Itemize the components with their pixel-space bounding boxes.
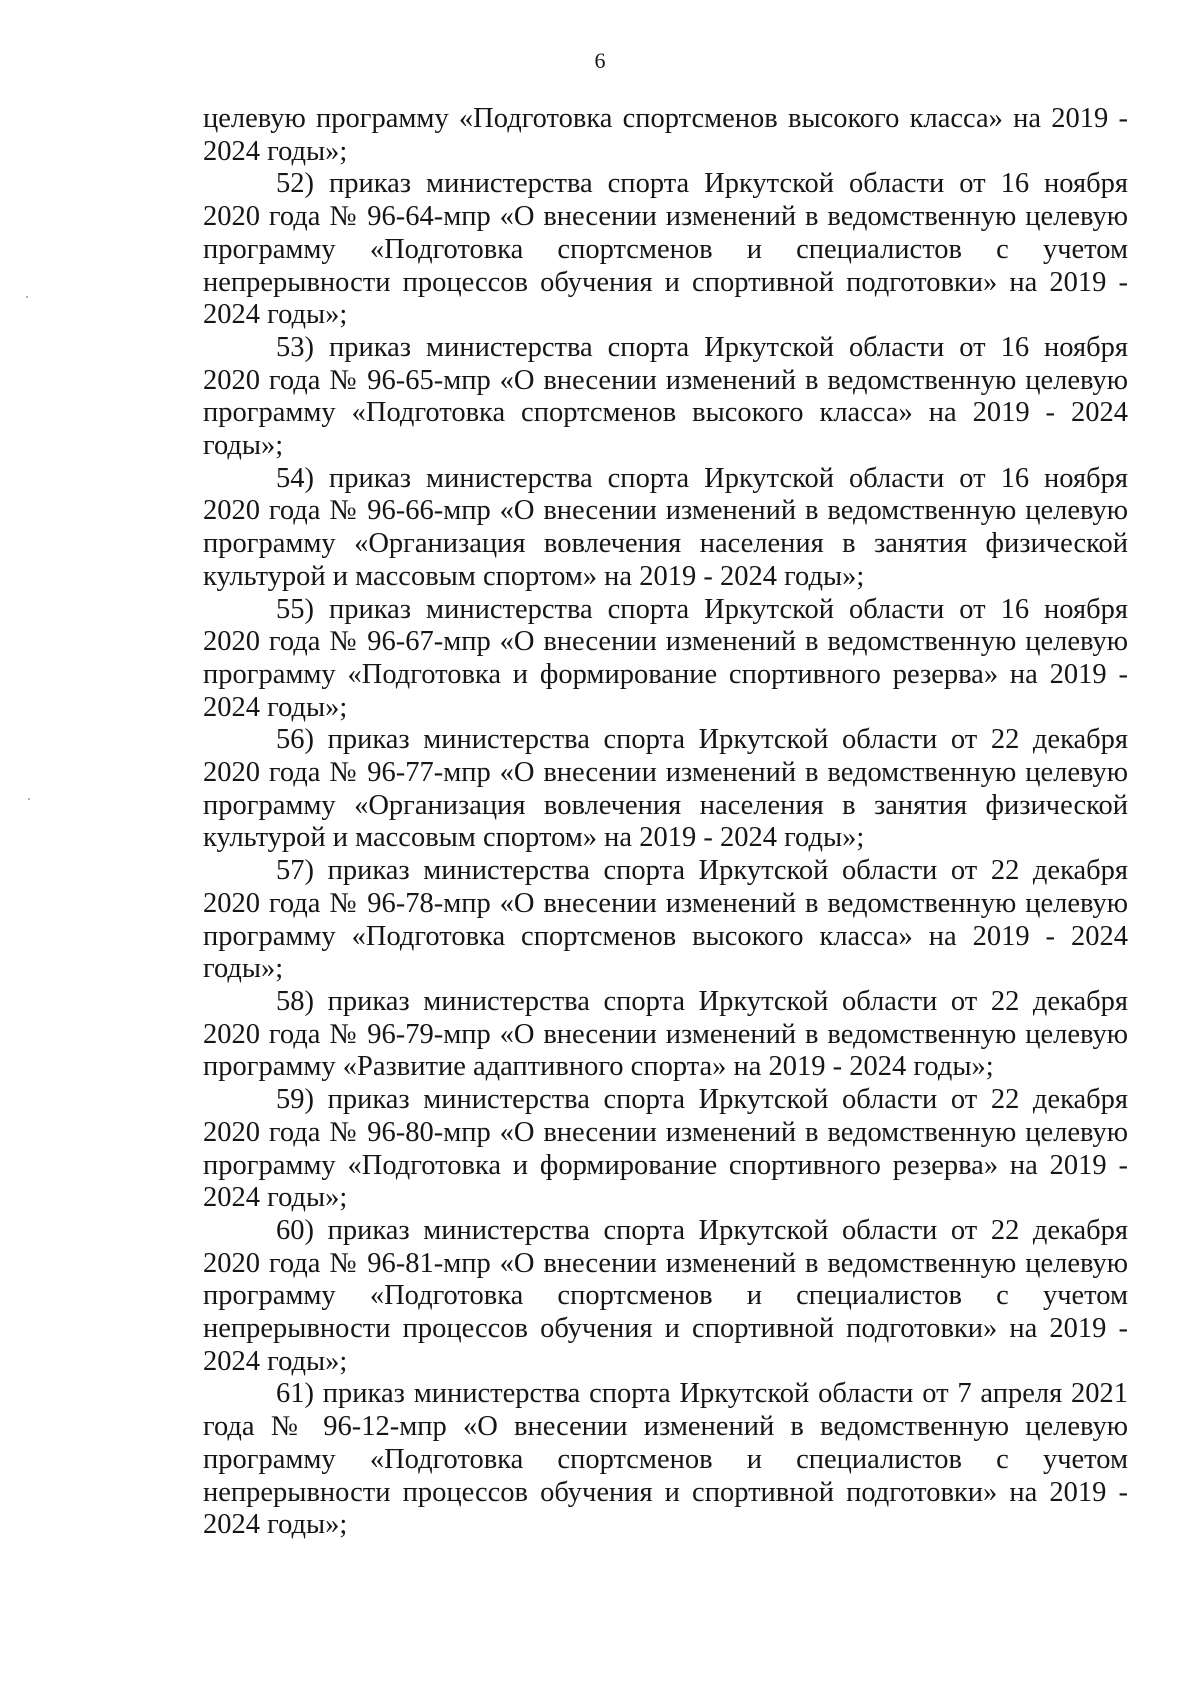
paragraph-continuation: целевую программу «Подготовка спортсменов высокого класса» на 2019 - 2024 годы»; <box>203 103 1128 167</box>
scan-speck <box>28 798 30 800</box>
page-number: 6 <box>594 48 606 73</box>
list-item-56: 56) приказ министерства спорта Иркутской области от 22 декабря 2020 года № 96-77-мпр «О внесении изменений в ведомственную целевую программу «Организация вовлечения населения в занятия физической культурой и массовым спортом» на 2019 - 2024 годы»; <box>203 724 1128 854</box>
list-item-54: 54) приказ министерства спорта Иркутской области от 16 ноября 2020 года № 96-66-мпр «О внесении изменений в ведомственную целевую программу «Организация вовлечения населения в занятия физической культурой и массовым спортом» на 2019 - 2024 годы»; <box>203 462 1128 592</box>
document-body <box>203 103 1128 1542</box>
list-item-53: 53) приказ министерства спорта Иркутской области от 16 ноября 2020 года № 96-65-мпр «О внесении изменений в ведомственную целевую программу «Подготовка спортсменов высокого класса» на 2019 - 2024 годы»; <box>203 331 1128 462</box>
list-item-52: 52) приказ министерства спорта Иркутской области от 16 ноября 2020 года № 96-64-мпр «О внесении изменений в ведомственную целевую программу «Подготовка спортсменов и специалистов с учетом непрерывности процессов обучения и спортивной подготовки» на 2019 - 2024 годы»; <box>203 168 1128 331</box>
list-item-57: 57) приказ министерства спорта Иркутской области от 22 декабря 2020 года № 96-78-мпр «О внесении изменений в ведомственную целевую программу «Подготовка спортсменов высокого класса» на 2019 - 2024 годы»; <box>203 855 1128 985</box>
list-item-58: 58) приказ министерства спорта Иркутской области от 22 декабря 2020 года № 96-79-мпр «О внесении изменений в ведомственную целевую программу «Развитие адаптивного спорта» на 2019 - 2024 годы»; <box>203 985 1128 1083</box>
list-item-59: 59) приказ министерства спорта Иркутской области от 22 декабря 2020 года № 96-80-мпр «О внесении изменений в ведомственную целевую программу «Подготовка и формирование спортивного резерва» на 2019 - 2024 годы»; <box>203 1084 1128 1214</box>
list-item-60: 60) приказ министерства спорта Иркутской области от 22 декабря 2020 года № 96-81-мпр «О внесении изменений в ведомственную целевую программу «Подготовка спортсменов и специалистов с учетом непрерывности процессов обучения и спортивной подготовки» на 2019 - 2024 годы»; <box>203 1214 1128 1377</box>
list-item-55: 55) приказ министерства спорта Иркутской области от 16 ноября 2020 года № 96-67-мпр «О внесении изменений в ведомственную целевую программу «Подготовка и формирование спортивного резерва» на 2019 - 2024 годы»; <box>203 593 1128 723</box>
list-item-61: 61) приказ министерства спорта Иркутской области от 7 апреля 2021 года № 96-12-мпр «О внесении изменений в ведомственную целевую программу «Подготовка спортсменов и специалистов с учетом непрерывности процессов обучения и спортивной подготовки» на 2019 - 2024 годы»; <box>203 1378 1128 1541</box>
scan-speck <box>26 296 28 298</box>
